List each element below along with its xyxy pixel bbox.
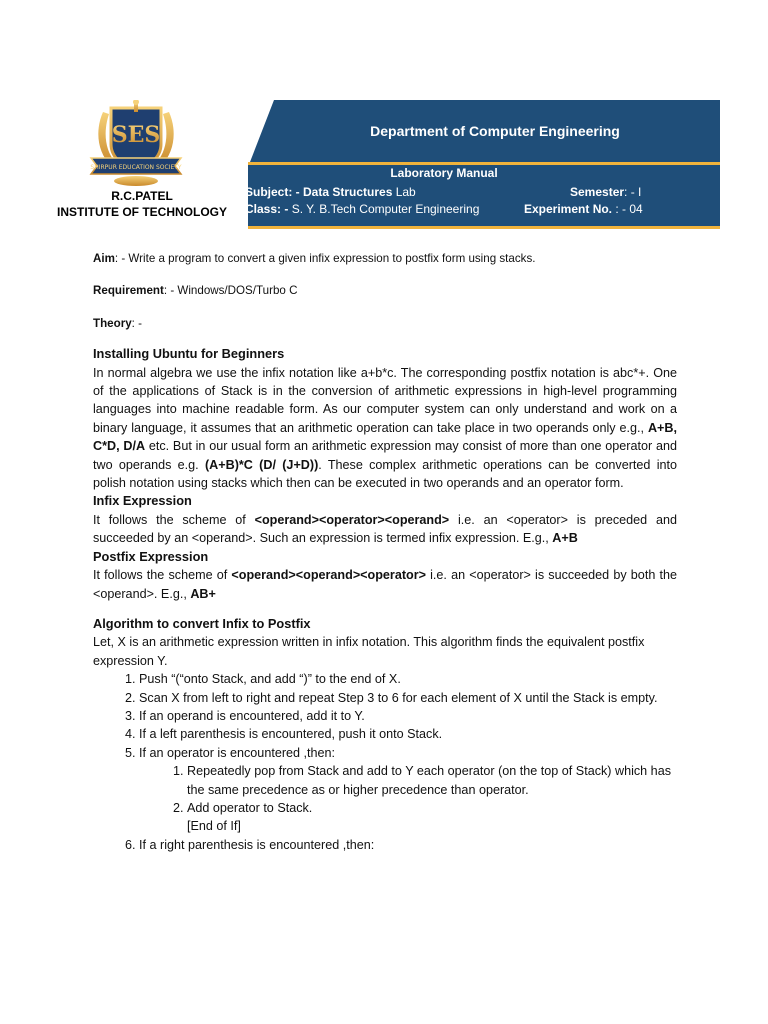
requirement-text: : - Windows/DOS/Turbo C xyxy=(163,284,298,298)
postfix-scheme: <operand><operand><operator> xyxy=(231,568,426,583)
section-paragraph xyxy=(93,364,677,493)
aim xyxy=(93,250,677,268)
infix-scheme: <operand><operator><operand> xyxy=(254,512,450,527)
semester-value: : - I xyxy=(624,185,642,199)
class-value: S. Y. B.Tech Computer Engineering xyxy=(288,202,480,216)
subject-line xyxy=(245,185,416,199)
logo-ribbon-text: SHIRPUR EDUCATION SOCIETY xyxy=(90,164,182,171)
algorithm-step-5 xyxy=(139,744,677,836)
algorithm-step: 1. Push “(“onto Stack, and add “)” to the end of X. xyxy=(139,670,677,688)
postfix-heading: Postfix Expression xyxy=(93,548,209,564)
document-header xyxy=(0,0,768,240)
gold-stripe-2 xyxy=(248,226,720,229)
algorithm-step-5-text: If an operator is encountered ,then: xyxy=(139,745,336,760)
algorithm-step: 3. If an operand is encountered, add it to Y. xyxy=(139,707,677,725)
institute-line-1: R.C.PATEL xyxy=(111,189,173,203)
aim-label: Aim xyxy=(93,252,115,265)
algorithm-steps xyxy=(93,670,677,854)
experiment-label: Experiment No. xyxy=(524,202,613,216)
class-line xyxy=(245,202,479,216)
requirement xyxy=(93,282,677,300)
gold-stripe-1 xyxy=(248,162,720,165)
institute-name xyxy=(56,188,228,220)
para-part-2: etc. But in our usual form an arithmetic expression may consist of more than one operator and two operands e.g. xyxy=(93,439,677,472)
experiment-line xyxy=(524,202,643,216)
theory xyxy=(93,315,677,333)
aim-text: : - Write a program to convert a given infix expression to postfix form using stacks. xyxy=(114,252,536,265)
algorithm-substep: 1. Repeatedly pop from Stack and add to Y each operator (on the top of Stack) which has the same precedence as or higher precedence than operator. xyxy=(187,762,677,799)
flame xyxy=(133,100,139,105)
ses-logo xyxy=(85,100,187,188)
algorithm-step: 4. If a left parenthesis is encountered, push it onto Stack. xyxy=(139,725,677,743)
infix-heading: Infix Expression xyxy=(93,493,192,509)
theory-label: Theory xyxy=(93,316,132,330)
infix-text-1: It follows the scheme of xyxy=(93,512,255,527)
subject-label: Subject: - Data Structures xyxy=(245,185,393,199)
postfix-text-2: i.e. an <operator> is succeeded by both the <operand>. E.g., xyxy=(93,568,677,601)
algorithm-substep: 2. Add operator to Stack. xyxy=(187,799,677,817)
subject-value: Lab xyxy=(392,185,416,199)
department-title: Department of Computer Engineering xyxy=(370,123,620,139)
para-part-1: In normal algebra we use the infix notation like a+b*c. The corresponding postfix notation is abc*+. One of the applications of Stack is in the conversion of arithmetic expressions in high-level programming languages into machine readable form. As our computer system can only understand and work on a binary language, it assumes that an arithmetic operation can take place in two operands only e.g., xyxy=(93,365,677,435)
class-label: Class: - xyxy=(245,202,289,216)
infix-paragraph xyxy=(93,511,677,548)
theory-text: : - xyxy=(131,316,142,330)
example-simple: A+B, C*D, D/A xyxy=(93,420,677,454)
algorithm-step: 2. Scan X from left to right and repeat Step 3 to 6 for each element of X until the Stack is empty. xyxy=(139,689,677,707)
example-complex: (A+B)*C (D/ (J+D)) xyxy=(204,457,319,472)
infix-example: A+B xyxy=(552,531,578,546)
semester-label: Semester xyxy=(570,185,625,199)
end-if-marker: [End of If] xyxy=(187,819,241,834)
logo-text: SES xyxy=(111,122,161,148)
manual-title: Laboratory Manual xyxy=(390,166,498,180)
semester-line xyxy=(570,185,641,199)
requirement-label: Requirement xyxy=(93,284,164,298)
algorithm-substeps xyxy=(139,762,677,817)
postfix-example: AB+ xyxy=(190,586,216,601)
algorithm-intro: Let, X is an arithmetic expression written in infix notation. This algorithm finds the equivalent postfix expression Y. xyxy=(93,635,645,668)
para-part-3: . These complex arithmetic operations can be converted into polish notation using stacks which then can be executed in two operands and an operator form. xyxy=(93,457,678,491)
infix-text-2: i.e. an <operator> is preceded and succeeded by an <operand>. Such an expression is termed infix expression. E.g., xyxy=(93,512,677,546)
algorithm-heading: Algorithm to convert Infix to Postfix xyxy=(93,615,311,631)
postfix-paragraph xyxy=(93,566,677,603)
algorithm-step: 6. If a right parenthesis is encountered ,then: xyxy=(139,836,677,854)
logo-base xyxy=(114,176,158,186)
institute-line-2: INSTITUTE OF TECHNOLOGY xyxy=(57,205,227,219)
postfix-text-1: It follows the scheme of xyxy=(93,568,232,583)
experiment-value: : - 04 xyxy=(612,202,643,216)
section-heading: Installing Ubuntu for Beginners xyxy=(93,346,285,362)
document-body xyxy=(93,250,677,854)
